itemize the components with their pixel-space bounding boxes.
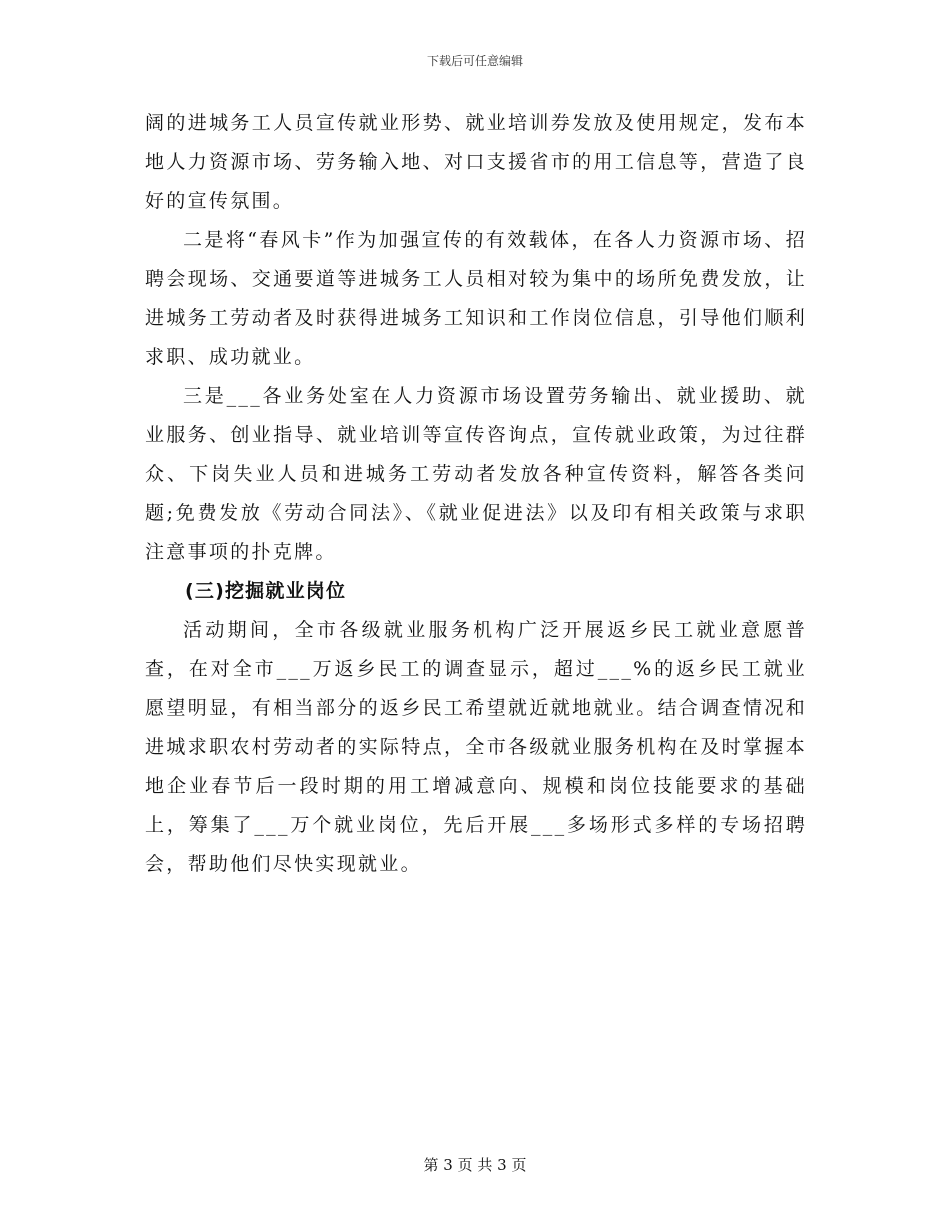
paragraph-spring-card: 二是将“春风卡”作为加强宣传的有效载体，在各人力资源市场、招聘会现场、交通要道等进城务工人员相对较为集中的场所免费发放，让进城务工劳动者及时获得进城务工知识和工作岗位信息，引导他们顺利求职、成功就业。 [145,229,807,368]
paragraph-consultation-points: 三是___各业务处室在人力资源市场设置劳务输出、就业援助、就业服务、创业指导、就业培训等宣传咨询点，宣传就业政策，为过往群众、下岗失业人员和进城务工劳动者发放各种宣传资料，解答各类问题;免费发放《劳动合同法》、《就业促进法》以及印有相关政策与求职注意事项的扑克牌。 [145,385,807,563]
paragraph-job-positions: 活动期间，全市各级就业服务机构广泛开展返乡民工就业意愿普查，在对全市___万返乡民工的调查显示，超过___%的返乡民工就业愿望明显，有相当部分的返乡民工希望就近就地就业。结合调查情况和进城求职农村劳动者的实际特点，全市各级就业服务机构在及时掌握本地企业春节后一段时期的用工增减意向、规模和岗位技能要求的基础上，筹集了___万个就业岗位，先后开展___多场形式多样的专场招聘会，帮助他们尽快实现就业。 [145,619,807,875]
page-number: 第 3 页 共 3 页 [423,1156,527,1174]
document-body [145,104,807,884]
section-heading: (三)挖掘就业岗位 [185,580,347,602]
paragraph-continued: 阔的进城务工人员宣传就业形势、就业培训券发放及使用规定，发布本地人力资源市场、劳务输入地、对口支援省市的用工信息等，营造了良好的宣传氛围。 [145,112,807,212]
page-header-note: 下载后可任意编辑 [426,54,523,68]
